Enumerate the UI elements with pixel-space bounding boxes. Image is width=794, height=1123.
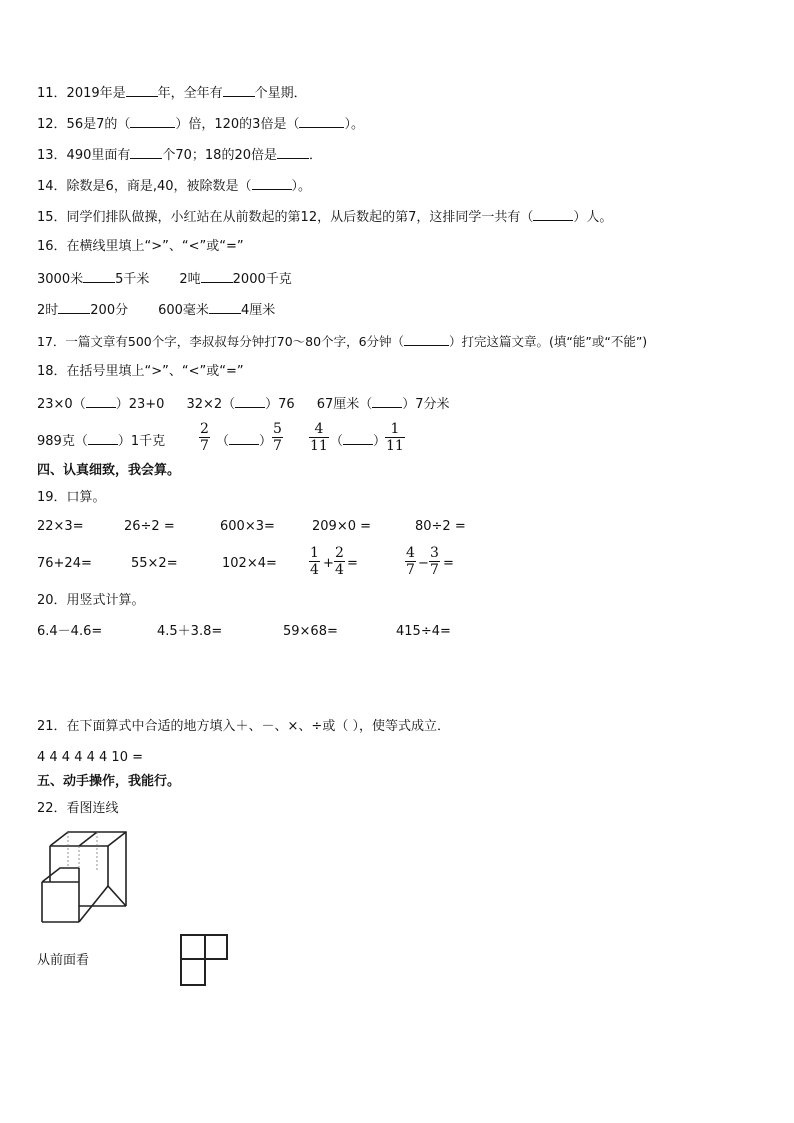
calc-item: 55×2= bbox=[131, 556, 178, 571]
fraction-1-11: 1 11 bbox=[386, 421, 404, 454]
calc-item: 59×68= bbox=[283, 624, 338, 639]
q11-text-c: 个星期． bbox=[254, 86, 307, 101]
question-18-title: 18．在括号里填上“>”、“<”或“=” bbox=[37, 364, 244, 379]
q12-text-c: ）。 bbox=[344, 117, 364, 132]
fraction-3-7: 3 7 bbox=[430, 545, 439, 578]
answer-blank[interactable] bbox=[209, 300, 241, 314]
q18-item: 23×0（ bbox=[37, 397, 86, 412]
fraction-4-11: 4 11 bbox=[310, 421, 328, 454]
question-11 bbox=[37, 83, 307, 103]
q14-text-b: ）。 bbox=[291, 179, 312, 194]
question-16-row-1 bbox=[37, 269, 292, 289]
cube-stack-figure bbox=[38, 826, 130, 926]
section-4-heading: 四、认真细致，我会算。 bbox=[37, 463, 181, 478]
q18-item: ）7分米 bbox=[402, 397, 450, 412]
fraction-1-4: 1 4 bbox=[310, 545, 319, 578]
fraction-2-7: 2 7 bbox=[200, 421, 209, 454]
question-18-row-1 bbox=[37, 394, 450, 414]
q15-text-b: ）人。 bbox=[573, 210, 613, 225]
question-14 bbox=[37, 176, 311, 196]
question-12 bbox=[37, 114, 364, 134]
q18-item: ）23+0 bbox=[115, 397, 165, 412]
question-22-title: 22．看图连线 bbox=[37, 801, 119, 816]
section-5-heading: 五、动手操作，我能行。 bbox=[37, 774, 181, 789]
view-label: 从前面看 bbox=[37, 953, 90, 968]
equals-sign: = bbox=[443, 556, 454, 571]
q18-item: ）76 bbox=[265, 397, 295, 412]
answer-blank[interactable] bbox=[252, 176, 292, 190]
compare-blank-2: （ ） bbox=[330, 431, 386, 451]
q18-item: 32×2（ bbox=[186, 397, 236, 412]
question-16-row-2 bbox=[37, 300, 275, 320]
calc-item: 4.5＋3.8= bbox=[157, 624, 223, 639]
answer-blank[interactable] bbox=[299, 114, 344, 128]
calc-item: 22×3= bbox=[37, 519, 84, 534]
front-view-grid-figure bbox=[178, 932, 230, 988]
q18-item: 989克（ bbox=[37, 434, 88, 449]
question-21-expression: 4 4 4 4 4 4 10 = bbox=[37, 750, 143, 765]
calc-item: 600×3= bbox=[220, 519, 275, 534]
q12-text-a: 12．56是7的（ bbox=[37, 117, 131, 132]
calc-item: 80÷2 = bbox=[415, 519, 466, 534]
compare-blank-1: （ ） bbox=[216, 431, 272, 451]
answer-blank[interactable] bbox=[58, 300, 90, 314]
q14-text-a: 14．除数是6，商是,40，被除数是（ bbox=[37, 179, 252, 194]
answer-blank[interactable] bbox=[201, 269, 233, 283]
q16-item: 5千米 bbox=[115, 272, 150, 287]
fraction-5-7: 5 7 bbox=[273, 421, 282, 454]
answer-blank[interactable] bbox=[86, 394, 116, 408]
q16-item: 2时 bbox=[37, 303, 59, 318]
answer-blank[interactable] bbox=[404, 332, 449, 346]
fraction-2-4: 2 4 bbox=[335, 545, 344, 578]
calc-item: 102×4= bbox=[222, 556, 277, 571]
answer-blank[interactable] bbox=[533, 207, 573, 221]
q16-item: 600毫米 bbox=[158, 303, 209, 318]
q12-text-b: ）倍，120的3倍是（ bbox=[175, 117, 300, 132]
calc-item: 26÷2 = bbox=[124, 519, 175, 534]
q16-item: 2吨 bbox=[179, 272, 201, 287]
q13-text-c: ． bbox=[309, 148, 323, 163]
answer-blank[interactable] bbox=[126, 83, 158, 97]
q11-text-b: 年，全年有 bbox=[157, 86, 223, 101]
q17-text-b: ）打完这篇文章。(填“能”或“不能”) bbox=[449, 334, 648, 349]
question-16-title: 16．在横线里填上“>”、“<”或“=” bbox=[37, 239, 244, 254]
q13-text-a: 13．490里面有 bbox=[37, 148, 131, 163]
answer-blank[interactable] bbox=[130, 114, 175, 128]
question-19-title: 19．口算。 bbox=[37, 490, 106, 505]
calc-item: 6.4－4.6= bbox=[37, 624, 103, 639]
answer-blank[interactable] bbox=[343, 431, 373, 445]
q16-item: 4厘米 bbox=[240, 303, 276, 318]
q16-item: 3000米 bbox=[37, 272, 84, 287]
q15-text-a: 15．同学们排队做操，小红站在从前数起的第12，从后数起的第7，这排同学一共有（ bbox=[37, 210, 534, 225]
answer-blank[interactable] bbox=[235, 394, 265, 408]
question-21-title: 21．在下面算式中合适的地方填入＋、－、×、÷或（ ），使等式成立． bbox=[37, 719, 450, 734]
q13-text-b: 个70；18的20倍是 bbox=[162, 148, 277, 163]
calc-item: 415÷4= bbox=[396, 624, 451, 639]
answer-blank[interactable] bbox=[88, 431, 118, 445]
question-20-title: 20．用竖式计算。 bbox=[37, 593, 145, 608]
calc-item: 76+24= bbox=[37, 556, 92, 571]
q11-text-a: 11．2019年是 bbox=[37, 86, 126, 101]
q16-item: 200分 bbox=[90, 303, 129, 318]
answer-blank[interactable] bbox=[223, 83, 255, 97]
q18-item: ）1千克 bbox=[117, 434, 166, 449]
question-17 bbox=[37, 332, 647, 351]
answer-blank[interactable] bbox=[372, 394, 402, 408]
question-13 bbox=[37, 145, 322, 165]
minus-sign: − bbox=[418, 556, 429, 571]
q18-item: 67厘米（ bbox=[316, 397, 373, 412]
question-15 bbox=[37, 207, 612, 227]
plus-sign: + bbox=[323, 556, 334, 571]
answer-blank[interactable] bbox=[83, 269, 115, 283]
answer-blank[interactable] bbox=[130, 145, 162, 159]
answer-blank[interactable] bbox=[277, 145, 309, 159]
calc-item: 209×0 = bbox=[312, 519, 372, 534]
fraction-4-7: 4 7 bbox=[406, 545, 415, 578]
q17-text-a: 17．一篇文章有500个字，李叔叔每分钟打70～80个字，6分钟（ bbox=[37, 334, 405, 349]
question-18-row-2-a bbox=[37, 431, 165, 451]
q16-item: 2000千克 bbox=[232, 272, 292, 287]
answer-blank[interactable] bbox=[229, 431, 259, 445]
equals-sign: = bbox=[347, 556, 358, 571]
